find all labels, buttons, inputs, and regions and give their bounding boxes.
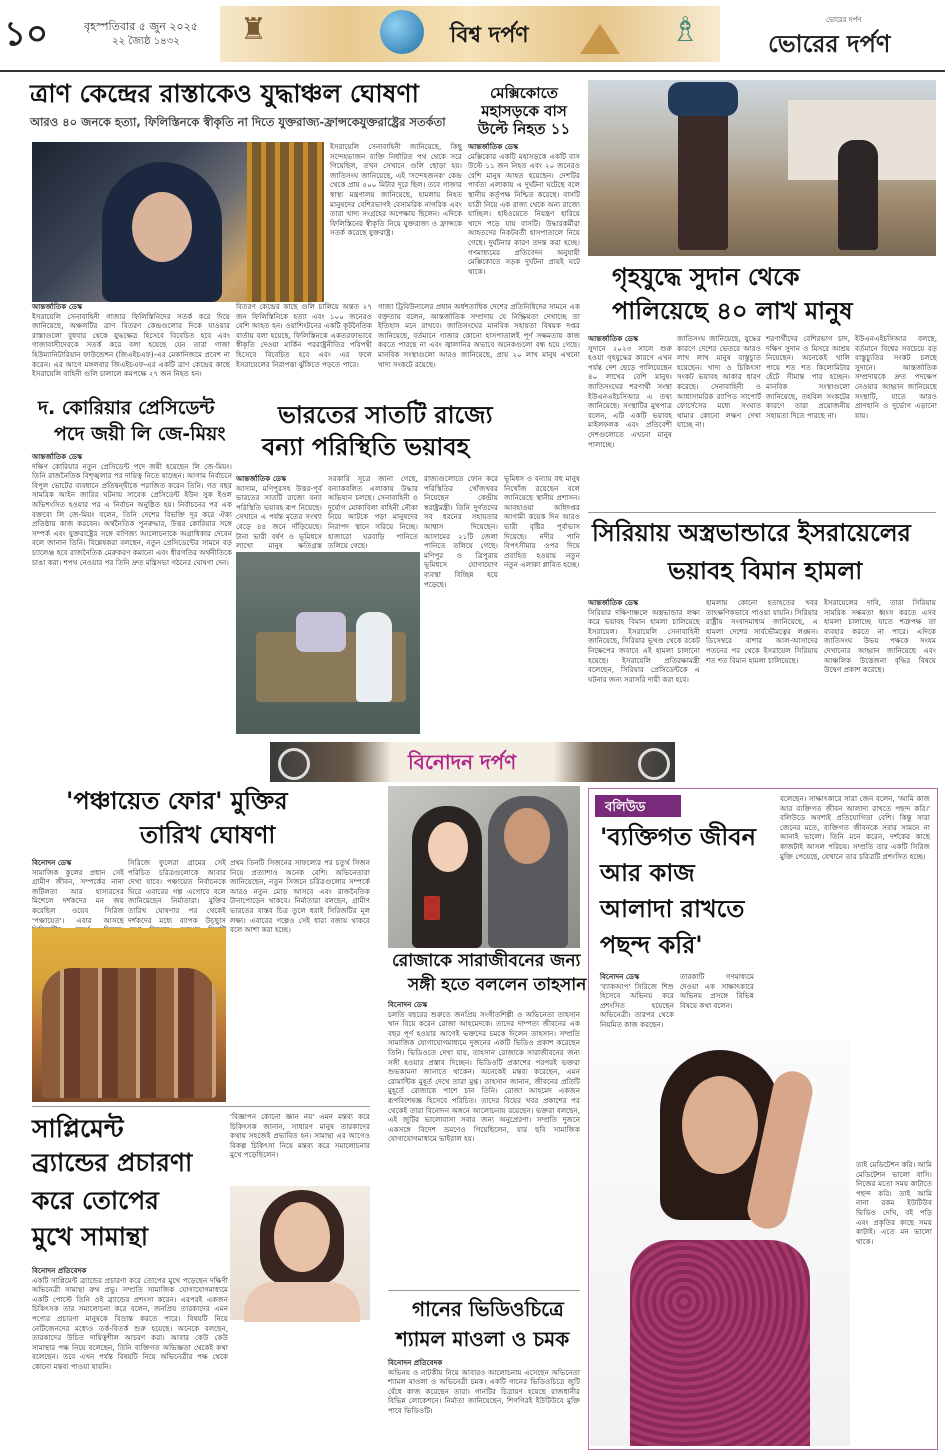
sudan-col3: শরণার্থীদের বেশিরভাগ চাদ, দক্ষিণ সুদান ও মিসরে আশ্রয় নিয়েছেন। অনেকেই খালি পায়ে শত শত কিলোমিটার হেঁটে সীমান্ত পার হচ্ছেন। মানবিক সংস্থাগুলো জানিয়েছে, তহবিল সংকটের কারণে তারা প্রয়োজনীয় সহায়তা দিতে পারছে না। xyxy=(766,334,850,420)
flood-photo xyxy=(236,552,420,734)
sudan-title-1: গৃহযুদ্ধে সুদান থেকে xyxy=(612,263,800,291)
lead-col2: ইসরায়েলি সেনাবাহিনী জানিয়েছে, কিছু সন্দেহভাজন ব্যক্তি নির্ধারিত পথ থেকে সরে গিয়েছিল, তখন সেখানে গুলি ছোড়া হয়। জাতিসংঘ জানিয়েছে, এই 'সন্দেহজনক' কেন্দ্র থেকে প্রায় ৫০০ মিটার দূরে ছিল। তবে গাজার স্বাস্থ্য মন্ত্রণালয় জানিয়েছে, হামলায় নিহত মানুষদের বেশিরভাগই বেসামরিক নাগরিক এবং তারা খাদ্য সংগ্রহের অপেক্ষায় ছিলেন। এদিকে ফিলিস্তিনের স্বীকৃতি নিয়ে যুক্তরাজ্য ও ফ্রান্সকে সতর্ক করেছে যুক্তরাষ্ট্র। xyxy=(330,142,462,238)
face-shape xyxy=(132,192,192,262)
second-person xyxy=(838,140,878,250)
lead-subtitle: আরও ৪০ জনকে হত্যা, ফিলিস্তিনকে স্বীকৃতি না দিতে যুক্তরাজ্য-ফ্রান্সকেযুক্তরাষ্ট্রের সতর্কতা xyxy=(30,115,446,129)
actress-photo xyxy=(590,1040,850,1446)
tahsan-title-2: সঙ্গী হতে বললেন তাহসান xyxy=(408,975,587,995)
flood-col4: ভূমিধস ও বন্যায় বহু মানুষ নিখোঁজ রয়েছেন বলে জানিয়েছে স্থানীয় প্রশাসন। আবহাওয়া অধিদপ্তর আগামী কয়েক দিন আরও ভারী বৃষ্টির পূর্বাভাস দিয়েছে। নদীর পানি বিপৎসীমার ওপর দিয়ে প্রবাহিত হওয়ায় নতুন নতুন এলাকা প্লাবিত হচ্ছে। xyxy=(504,474,580,570)
tahsan-photo xyxy=(388,786,580,948)
bollywood-title-4: পছন্দ করি' xyxy=(600,931,703,959)
sudan-col2: জাতিসংঘ জানিয়েছে, যুদ্ধের কারণে দেশের ভেতরে আরও লাখ লাখ মানুষ বাস্তুচ্যুত হয়েছেন। খাদ্য ও চিকিৎসা সংকট ভয়াবহ আকার ধারণ করেছে। সেনাবাহিনী ও আধাসামরিক র‍্যাপিড সাপোর্ট ফোর্সেসের মধ্যে সংঘাত থামার কোনো লক্ষণ দেখা যাচ্ছে না। xyxy=(677,334,761,430)
shyamal-title-2: শ্যামল মাওলা ও চমক xyxy=(396,1327,570,1351)
date-line-2: ২২ জ্যৈষ্ঠ ১৪৩২ xyxy=(112,36,180,47)
lead-byline xyxy=(32,302,230,388)
lead-col1: ইসরায়েলি সেনাবাহিনী গাজার ফিলিস্তিনিদের সতর্ক করে দিয়ে জানিয়েছে, অঞ্চলটির ত্রাণ বিতরণ কেন্দ্রগুলোর দিকে যাওয়ার রাস্তাগুলো বুধবার থেকে যুদ্ধক্ষেত্র হিসেবে বিবেচিত হবে এবং গাজাবাসীদেরকে সতর্ক করে বলা হয়েছে যেন তারা গাজা হিউম্যানিটারিয়ান ফাউন্ডেশন (জিএইচএফ)-এর মেকানিজমে প্রবেশ না করেন। এর আগে মঙ্গলবার জিএইচএফ-এর একটি ত্রাণ কেন্দ্রের কাছে ইসরায়েলি বাহিনী গুলি চালালে কমপক্ষে ২৭ জন নিহত হন। xyxy=(32,311,230,379)
supplement-col-left: একটি সাপ্লিমেন্ট ব্র্যান্ডের প্রচারণা করে তোপের মুখে পড়েছেন দক্ষিণী অভিনেত্রী সামান্থা রুথ প্রভু। সম্প্রতি সামাজিক যোগাযোগমাধ্যমে একটি পোস্টে তিনি ওই ব্র্যান্ডের প্রশংসা করেন। এরপরই একজন চিকিৎসক তার সমালোচনা করে বলেন, জনপ্রিয় তারকাদের এমন পণ্যের প্রচারণা মানুষকে বিভ্রান্ত করতে পারে। বিষয়টি নিয়ে নেটিজেনদের মধ্যেও তর্ক-বিতর্ক শুরু হয়েছে। অনেকে বলছেন, তারকাদের উচিত দায়িত্বশীল আচরণ করা। আবার কেউ কেউ সামান্থার পক্ষ নিয়ে বলেছেন, তিনি ব্যক্তিগত অভিজ্ঞতা থেকেই কথা বলেছেন। তবে এখন পর্যন্ত বিষয়টি নিয়ে অভিনেত্রীর পক্ষ থেকে কোনো মন্তব্য পাওয়া যায়নি। xyxy=(32,1275,228,1371)
lead-col3: বিতরণ কেন্দ্রের কাছে গুলি চালিয়ে অন্তত ২৭ জন ফিলিস্তিনিকে হত্যা এবং ১০০ জনেরও বেশি আহত হন। ওয়াশিংটনের একটি কূটনৈতিক বার্তায় বলা হয়েছে, ফিলিস্তিনকে একতরফাভাবে স্বীকৃতি দেওয়া মার্কিন পররাষ্ট্রনীতির পরিপন্থী হিসেবে বিবেচিত হবে এবং এর ফলে ইসরায়েলের নিরাপত্তা ঝুঁকিতে পড়তে পারে। xyxy=(236,302,372,369)
bollywood-tag-label: বলিউড xyxy=(605,800,646,815)
supplement-rule xyxy=(32,1106,370,1107)
bollywood-col-b: তারকাটি গণমাধ্যমে দেওয়া এক সাক্ষাৎকারে অভিনয় প্রসঙ্গে বিভিন্ন বিষয়ে কথা বলেন। xyxy=(680,972,754,1010)
korea-title-2: পদে জয়ী লি জে-মিয়ং xyxy=(54,423,226,445)
panchayat-byline: বিনোদন ডেস্ক xyxy=(32,858,72,867)
sudan-col1-text: সুদানে ২০২৩ সালে শুরু হওয়া গৃহযুদ্ধের কারণে এখন পর্যন্ত দেশ ছেড়ে পালিয়েছেন ৪০ লাখের বেশি মানুষ। জাতিসংঘের শরণার্থী সংস্থা ইউএনএইচসিআর এ তথ্য জানিয়েছে। সংস্থাটির মুখপাত্র বলেন, এটি একটি ভয়াবহ মাইলফলক এবং প্রতিবেশী দেশগুলোতে এখনো মানুষ পালাচ্ছে। xyxy=(588,343,672,449)
syria-col1-text: সিরিয়ার দক্ষিণাঞ্চলে অস্ত্রভান্ডার লক্ষ্য করে ভয়াবহ বিমান হামলা চালিয়েছে ইসরায়েল। ইসরায়েলি সেনাবাহিনী জানিয়েছে, সিরিয়ার ভূখণ্ড থেকে রকেট নিক্ষেপের জবাবে এই হামলা চালানো হয়েছে। ইসরায়েলি প্রতিরক্ষামন্ত্রী বলেছেন, সিরিয়ার প্রেসিডেন্টকে এ ঘটনার জন্য সরাসরি দায়ী করা হবে। xyxy=(588,607,700,684)
sudan-col1 xyxy=(588,334,672,510)
supplement-title-3: করে তোপের xyxy=(32,1186,159,1215)
korea-byline: আন্তর্জাতিক ডেস্ক xyxy=(32,452,83,461)
panchayat-title-1: 'পঞ্চায়েত ফোর' মুক্তির xyxy=(66,787,288,815)
tahsan-text: চলতি বছরের শুরুতে জনপ্রিয় সংগীতশিল্পী ও অভিনেতা তাহসান খান বিয়ে করেন রোজা আহমেদকে। তাদের দাম্পত্য জীবনের এক বছর পূর্ণ হওয়ার আগেই ভক্তদের চমকে দিলেন তাহসান। সম্প্রতি সামাজিক যোগাযোগমাধ্যমে দুজনের একটি ভিডিও প্রকাশ করেছেন তিনি। ভিডিওতে দেখা যায়, তাহসান রোজাকে সারাজীবনের জন্য সঙ্গী হওয়ার প্রস্তাব দিচ্ছেন। ভিডিওটি প্রকাশের পরপরই ভক্তরা শুভকামনা জানাতে থাকেন। অনেকেই মন্তব্য করেছেন, এমন রোমান্টিক মুহূর্ত দেখে তারা মুগ্ধ। তাহসান জানান, জীবনের প্রতিটি মুহূর্তে রোজাকে পাশে চান তিনি। রোজা আহমেদ একজন রূপবিশেষজ্ঞ হিসেবে পরিচিত। তাদের বিয়ের খবর প্রকাশের পর থেকেই তারা বিনোদন অঙ্গনে আলোচনায় রয়েছেন। ভক্তরা বলছেন, এই জুটির ভালোবাসা সবার জন্য অনুপ্রেরণা। সম্প্রতি দুজনে একসঙ্গে বিদেশ ভ্রমণেও গিয়েছিলেন, যার ছবি সামাজিক যোগাযোগমাধ্যমে ভাইরাল হয়। xyxy=(388,1009,580,1144)
mexico-text: মেক্সিকোর একটি মহাসড়কে একটি বাস উল্টে ১১ জন নিহত এবং ২০ জনেরও বেশি মানুষ আহত হয়েছেন। দেশটির পার্বত্য এলাকায় এ দুর্ঘটনা ঘটেছে বলে স্থানীয় কর্তৃপক্ষ নিশ্চিত করেছে। বাসটি যাত্রী নিয়ে এক রাজ্য থেকে অন্য রাজ্যে যাচ্ছিল। হাইওয়েতে নিয়ন্ত্রণ হারিয়ে খাদে পড়ে যায় বাসটি। উদ্ধারকর্মীরা আহতদের নিকটবর্তী হাসপাতালে নিয়ে গেছে। দুর্ঘটনার কারণ তদন্ত করা হচ্ছে। গণমাধ্যমের প্রতিবেদন অনুযায়ী মেক্সিকোতে সড়ক দুর্ঘটনা প্রায়ই ঘটে থাকে। xyxy=(468,151,580,276)
tahsan-title-1: রোজাকে সারাজীবনের জন্য xyxy=(392,951,581,971)
supplement-title-1: সাপ্লিমেন্ট xyxy=(32,1114,124,1143)
shyamal-byline: বিনোদন প্রতিবেদক xyxy=(388,1358,443,1367)
bollywood-byline: বিনোদন ডেস্ক xyxy=(600,972,640,981)
panchayat-col3: প্রথম তিনটি সিজনের সাফল্যের পর চতুর্থ সিজন নিয়ে প্রত্যাশাও অনেক বেশি। অভিনেতারা জানিয়েছেন, নতুন সিজনে চরিত্রগুলোর সম্পর্কে আরও নতুন মোড় আসবে এবং রাজনৈতিক টানাপোড়েন থাকবে। নির্মাতারা বলছেন, গ্রামীণ ভারতের বাস্তব চিত্র তুলে ধরাই সিরিজটির মূল লক্ষ্য। এবারের গল্পেও সেই ধারা বজায় থাকবে বলে আশা করা হচ্ছে। xyxy=(230,858,370,935)
date-line-1: বৃহস্পতিবার ৫ জুন ২০২৫ xyxy=(84,20,198,33)
cast-group xyxy=(42,968,216,1098)
entertainment-title: বিনোদন দর্পণ xyxy=(408,750,517,774)
flood-title-2: বন্যা পরিস্থিতি ভয়াবহ xyxy=(262,433,470,461)
korea-story xyxy=(32,452,232,736)
panchayat-title-2: তারিখ ঘোষণা xyxy=(140,821,276,849)
film-reel-right-icon xyxy=(638,748,670,780)
mexico-title: মেক্সিকোতে মহাসড়কে বাস উল্টে নিহত ১১ xyxy=(477,84,571,138)
pyramid-icon xyxy=(580,24,620,54)
bollywood-lower-col: তাই মেডিটেশন করি। আমি মেডিটেশন ভালো বাসি। নিজের মতো সময় কাটাতে পছন্দ করি। তাই আমি নানা রকম ইউটিউব ভিডিও দেখি, বই পড়ি এবং প্রকৃতির কাছে সময় কাটাই। এতে মন ভালো থাকে। xyxy=(856,1160,932,1246)
gaza-photo xyxy=(32,142,324,302)
shyamal-title-1: গানের ভিডিওচিত্রে xyxy=(412,1297,564,1321)
supplement-story xyxy=(32,1266,370,1446)
sudan-title-2: পালিয়েছে ৪০ লাখ মানুষ xyxy=(612,297,853,325)
lead-col4: গাজা ট্রিবিউনালের প্রধান অর্ধশতাধিক দেশের প্রতিনিধিদের সামনে এক বক্তৃতায় বলেন, আন্তর্জাতিক সম্প্রদায় যে নিষ্ক্রিয়তা দেখাচ্ছে তা ইতিহাস মনে রাখবে। জাতিসংঘের মানবিক সহায়তা বিষয়ক দপ্তর জানিয়েছে, বর্তমানে গাজার কোনো হাসপাতালই পূর্ণ সক্ষমতায় কাজ করতে পারছে না এবং জ্বালানির অভাবে অনেকগুলো বন্ধ হয়ে গেছে। মানবিক সংস্থাগুলো আরও জানিয়েছে, প্রায় ২০ লাখ মানুষ এখনো খাদ্য সংকটে রয়েছে। xyxy=(378,302,580,369)
shyamal-rule xyxy=(388,1290,580,1291)
syria-col1 xyxy=(588,598,700,734)
mexico-byline: আন্তর্জাতিক ডেস্ক xyxy=(468,142,519,151)
masthead xyxy=(0,0,945,72)
statue-icon: ♗ xyxy=(670,10,701,50)
woman-face xyxy=(428,822,468,872)
paper-name: ভোরের দর্পণ xyxy=(768,30,891,58)
panchayat-col1 xyxy=(32,858,124,926)
panchayat-photo xyxy=(32,928,226,1102)
sudan-byline: আন্তর্জাতিক ডেস্ক xyxy=(588,334,639,343)
supplement-col-right: 'বিজ্ঞাপন কোনো জ্ঞান নয়' এমন মন্তব্য করে চিকিৎসক জানান, সাধারণ মানুষ তারকাদের কথায় সহজেই প্রভাবিত হন। সামান্থা এর আগেও বিকল্প চিকিৎসা নিয়ে মন্তব্য করে সমালোচনার মুখে পড়েছিলেন। xyxy=(230,1112,370,1160)
supplement-byline: বিনোদন প্রতিবেদক xyxy=(32,1266,87,1275)
korea-title-1: দ. কোরিয়ার প্রেসিডেন্ট xyxy=(38,397,215,419)
tahsan-byline: বিনোদন ডেস্ক xyxy=(388,1000,428,1009)
page-number: ১০ xyxy=(4,14,49,54)
gate-bars xyxy=(247,142,324,302)
korea-text: দক্ষিণ কোরিয়ার নতুন প্রেসিডেন্ট পদে জয়ী হয়েছেন লি জে-মিয়ং। তিনি রাজনৈতিক বিশৃঙ্খলার পর দায়িত্ব নিতে যাচ্ছেন। আগাম নির্বাচনে বিপুল ভোটের ব্যবধানে প্রতিদ্বন্দ্বীকে পরাজিত করেন তিনি। গত বছর সামরিক আইন জারির ঘটনায় সাবেক প্রেসিডেন্ট ইউন সুক ইওল অভিশংসিত হওয়ার পর এ নির্বাচন অনুষ্ঠিত হয়। নির্বাচনের পর এক বক্তব্যে লি জে-মিয়ং বলেন, তিনি দেশের বিভক্তি দূর করে ঐক্য প্রতিষ্ঠায় কাজ করবেন। অর্থনৈতিক পুনরুদ্ধার, উত্তর কোরিয়ার সঙ্গে সম্পর্ক এবং যুক্তরাষ্ট্রের সঙ্গে বাণিজ্য আলোচনাকে অগ্রাধিকার দেবেন বলে জানান তিনি। বিশ্লেষকরা বলছেন, নতুন প্রেসিডেন্টের সামনে বড় চ্যালেঞ্জ হবে রাজনৈতিক মেরুকরণ কমানো এবং ধীরগতির অর্থনীতিকে চাঙা করা। শপথ নেওয়ার পর তিনি দ্রুত মন্ত্রিসভা গঠনের ঘোষণা দেন। xyxy=(32,461,232,567)
face-shape xyxy=(682,1076,758,1174)
tahsan-story xyxy=(388,1000,580,1290)
syria-byline: আন্তর্জাতিক ডেস্ক xyxy=(588,598,639,607)
paper-small-name: ভোরের দর্পণ xyxy=(826,16,862,24)
man-face xyxy=(504,808,550,864)
shyamal-text: অভিনয় ও নাটকীয় নিয়ে আবারও আলোচনায় এসেছেন অভিনেতা শ্যামল মাওলা ও অভিনেত্রী চমক। একটি গানের ভিডিওচিত্রে জুটি বেঁধে কাজ করেছেন তারা। গানটির চিত্রায়ণ হয়েছে রাজধানীর বিভিন্ন লোকেশনে। নির্মাতা জানিয়েছেন, শিগগিরই ইউটিউবে মুক্তি পাবে ভিডিওটি। xyxy=(388,1367,580,1415)
entertainment-banner xyxy=(270,742,675,782)
bollywood-title-1: 'ব্যক্তিগত জীবন xyxy=(600,823,756,851)
mexico-story xyxy=(468,142,580,302)
syria-col3: ইসরায়েলের দাবি, তারা সিরিয়ায় সামরিক সক্ষমতা ধ্বংস করতে এসব হামলা চালাচ্ছে যাতে শত্রুপক্ষ তা ব্যবহার করতে না পারে। এদিকে জাতিসংঘ উভয় পক্ষকে সংযম দেখানোর আহ্বান জানিয়েছে এবং আঞ্চলিক উত্তেজনা বৃদ্ধির বিষয়ে উদ্বেগ প্রকাশ করেছে। xyxy=(824,598,936,675)
bollywood-tag xyxy=(595,795,681,817)
flood-col3: রাজ্যগুলোতে ফোন করে পরিস্থিতির খোঁজখবর নিয়েছেন কেন্দ্রীয় স্বরাষ্ট্রমন্ত্রী। তিনি দুর্গতদের সব ধরনের সহায়তার আশ্বাস দিয়েছেন। আসামের ২১টি জেলা পানিতে তলিয়ে গেছে। মণিপুর ও ত্রিপুরায় ভূমিধসে যোগাযোগ ব্যবস্থা বিচ্ছিন্ন হয়ে পড়েছে। xyxy=(424,474,498,589)
panchayat-col2: সিরিজে ফুলেরা গ্রামের সেই পরিচিত চরিত্রগুলোকে আবার দেখা যাবে। পঞ্চায়েত নির্বাচনকে ঘিরে এবারের গল্প এগোবে বলে জানিয়েছেন নির্মাতারা। মুক্তির তারিখ ঘোষণার পর থেকেই দর্শকদের মধ্যে ব্যাপক উচ্ছ্বাস xyxy=(128,858,226,925)
section-title: বিশ্ব দর্পণ xyxy=(450,23,529,48)
syria-col2: হামলায় কোনো হতাহতের খবর তাৎক্ষণিকভাবে পাওয়া যায়নি। সিরিয়ার রাষ্ট্রীয় সংবাদমাধ্যম জানিয়েছে, এ হামলা দেশের সার্বভৌমত্বের লঙ্ঘন। ডিসেম্বরে বাশার আল-আসাদের পতনের পর থেকে ইসরায়েল সিরিয়ায় শত শত বিমান হামলা চালিয়েছে। xyxy=(706,598,818,665)
supplement-title-4: মুখে সামান্থা xyxy=(32,1222,148,1251)
flood-byline: আন্তর্জাতিক ডেস্ক xyxy=(236,474,287,483)
face-shape xyxy=(274,1202,330,1272)
flood-col1 xyxy=(236,474,322,552)
shyamal-story xyxy=(388,1358,580,1446)
panchayat-col1-text: সামাজিক কুলের প্রধান সেই গ্রামীণ জীবন, সম্পর্কের নানা জটিলতা আর হাস্যরসের মিশেলে দর্শকদের মন জয় করেছিল ওয়েব সিরিজ 'পঞ্চায়েত'। এবার আসছে xyxy=(32,867,124,925)
luggage-bundle xyxy=(296,612,346,652)
syria-title-2: ভয়াবহ বিমান হামলা xyxy=(668,557,863,585)
flood-col1-text: আসাম, মণিপুরসহ উত্তর-পূর্ব ভারতের সাতটি রাজ্যে বন্যা পরিস্থিতি ভয়াবহ রূপ নিয়েছে। সেখানে এ পর্যন্ত মৃতের সংখ্যা বেড়ে ৪৪ জনে দাঁড়িয়েছে। টানা ভারী বর্ষণ ও ভূমিধসে লাখো মানুষ ক্ষতিগ্রস্ত xyxy=(236,483,322,551)
sudan-col4: ইউএনএইচসিআর বলছে, বর্তমানে বিশ্বের সবচেয়ে বড় বাস্তুচ্যুতির সংকট চলছে সুদানে। আন্তর্জাতিক সম্প্রদায়কে দ্রুত পদক্ষেপ নেওয়ার আহ্বান জানিয়েছে সংস্থাটি, যাতে আরও প্রাণহানি ও দুর্ভোগ এড়ানো যায়। xyxy=(855,334,937,420)
masthead-banner xyxy=(220,6,720,62)
bollywood-col-a-text: 'ব্যাকআপ' সিরিজে শিশু হিসেবে অভিনয় করে প্রশংসিত হয়েছেন অভিনেত্রী। তারপর থেকে নিয়মিত কাজ করছেন। xyxy=(600,981,674,1029)
lace-top-shape xyxy=(630,1240,810,1446)
eiffel-tower-icon: ♜ xyxy=(240,12,267,47)
lead-title: ত্রাণ কেন্দ্রের রাস্তাকেও যুদ্ধাঞ্চল ঘোষণা xyxy=(30,79,419,108)
film-reel-left-icon xyxy=(278,748,310,780)
syria-rule xyxy=(588,512,936,513)
bollywood-title-2: আর কাজ xyxy=(600,859,695,887)
bollywood-title-3: আলাদা রাখতে xyxy=(600,895,745,923)
flood-title-1: ভারতের সাতটি রাজ্যে xyxy=(278,401,493,429)
bundle-shape xyxy=(668,82,738,116)
rescuer-figure xyxy=(356,612,392,702)
flood-col2: সরকারি সূত্রে জানা গেছে, বন্যাকবলিত এলাকায় উদ্ধার অভিযান চলছে। সেনাবাহিনী ও দুর্যোগ মোকাবিলা বাহিনী নৌকা নিয়ে আটকে পড়া মানুষদের নিরাপদ স্থানে সরিয়ে নিচ্ছে। হাজারো ঘরবাড়ি পানিতে তলিয়ে গেছে। xyxy=(328,474,418,551)
supplement-title-2: ব্র্যান্ডের প্রচারণা xyxy=(32,1148,193,1177)
masthead-rule xyxy=(0,70,945,72)
lead-byline-label: আন্তর্জাতিক ডেস্ক xyxy=(32,302,83,311)
coffee-cup-icon xyxy=(424,896,440,920)
syria-title-1: সিরিয়ায় অস্ত্রভান্ডারে ইসরায়েলের xyxy=(592,519,911,547)
bollywood-right-col: বলেছেন। সাক্ষাৎকারে সারা জেন বলেন, 'আমি কাজ আর ব্যক্তিগত জীবন আলাদা রাখতে পছন্দ করি।' বলিউডে অবশ্যই প্রতিযোগিতা বেশি। কিন্তু সারা জেনের মতে, ব্যক্তিগত জীবনকে সবার সামনে না আনাই ভালো। তিনি মনে করেন, দর্শকের কাছে কাজটাই আসল পরিচয়। সম্প্রতি তার একটি সিরিজ মুক্তি পেয়েছে, যেখানে তার চরিত্রটি প্রশংসিত হচ্ছে। xyxy=(780,794,930,861)
sudan-photo xyxy=(588,80,936,256)
globe-icon xyxy=(380,10,424,54)
